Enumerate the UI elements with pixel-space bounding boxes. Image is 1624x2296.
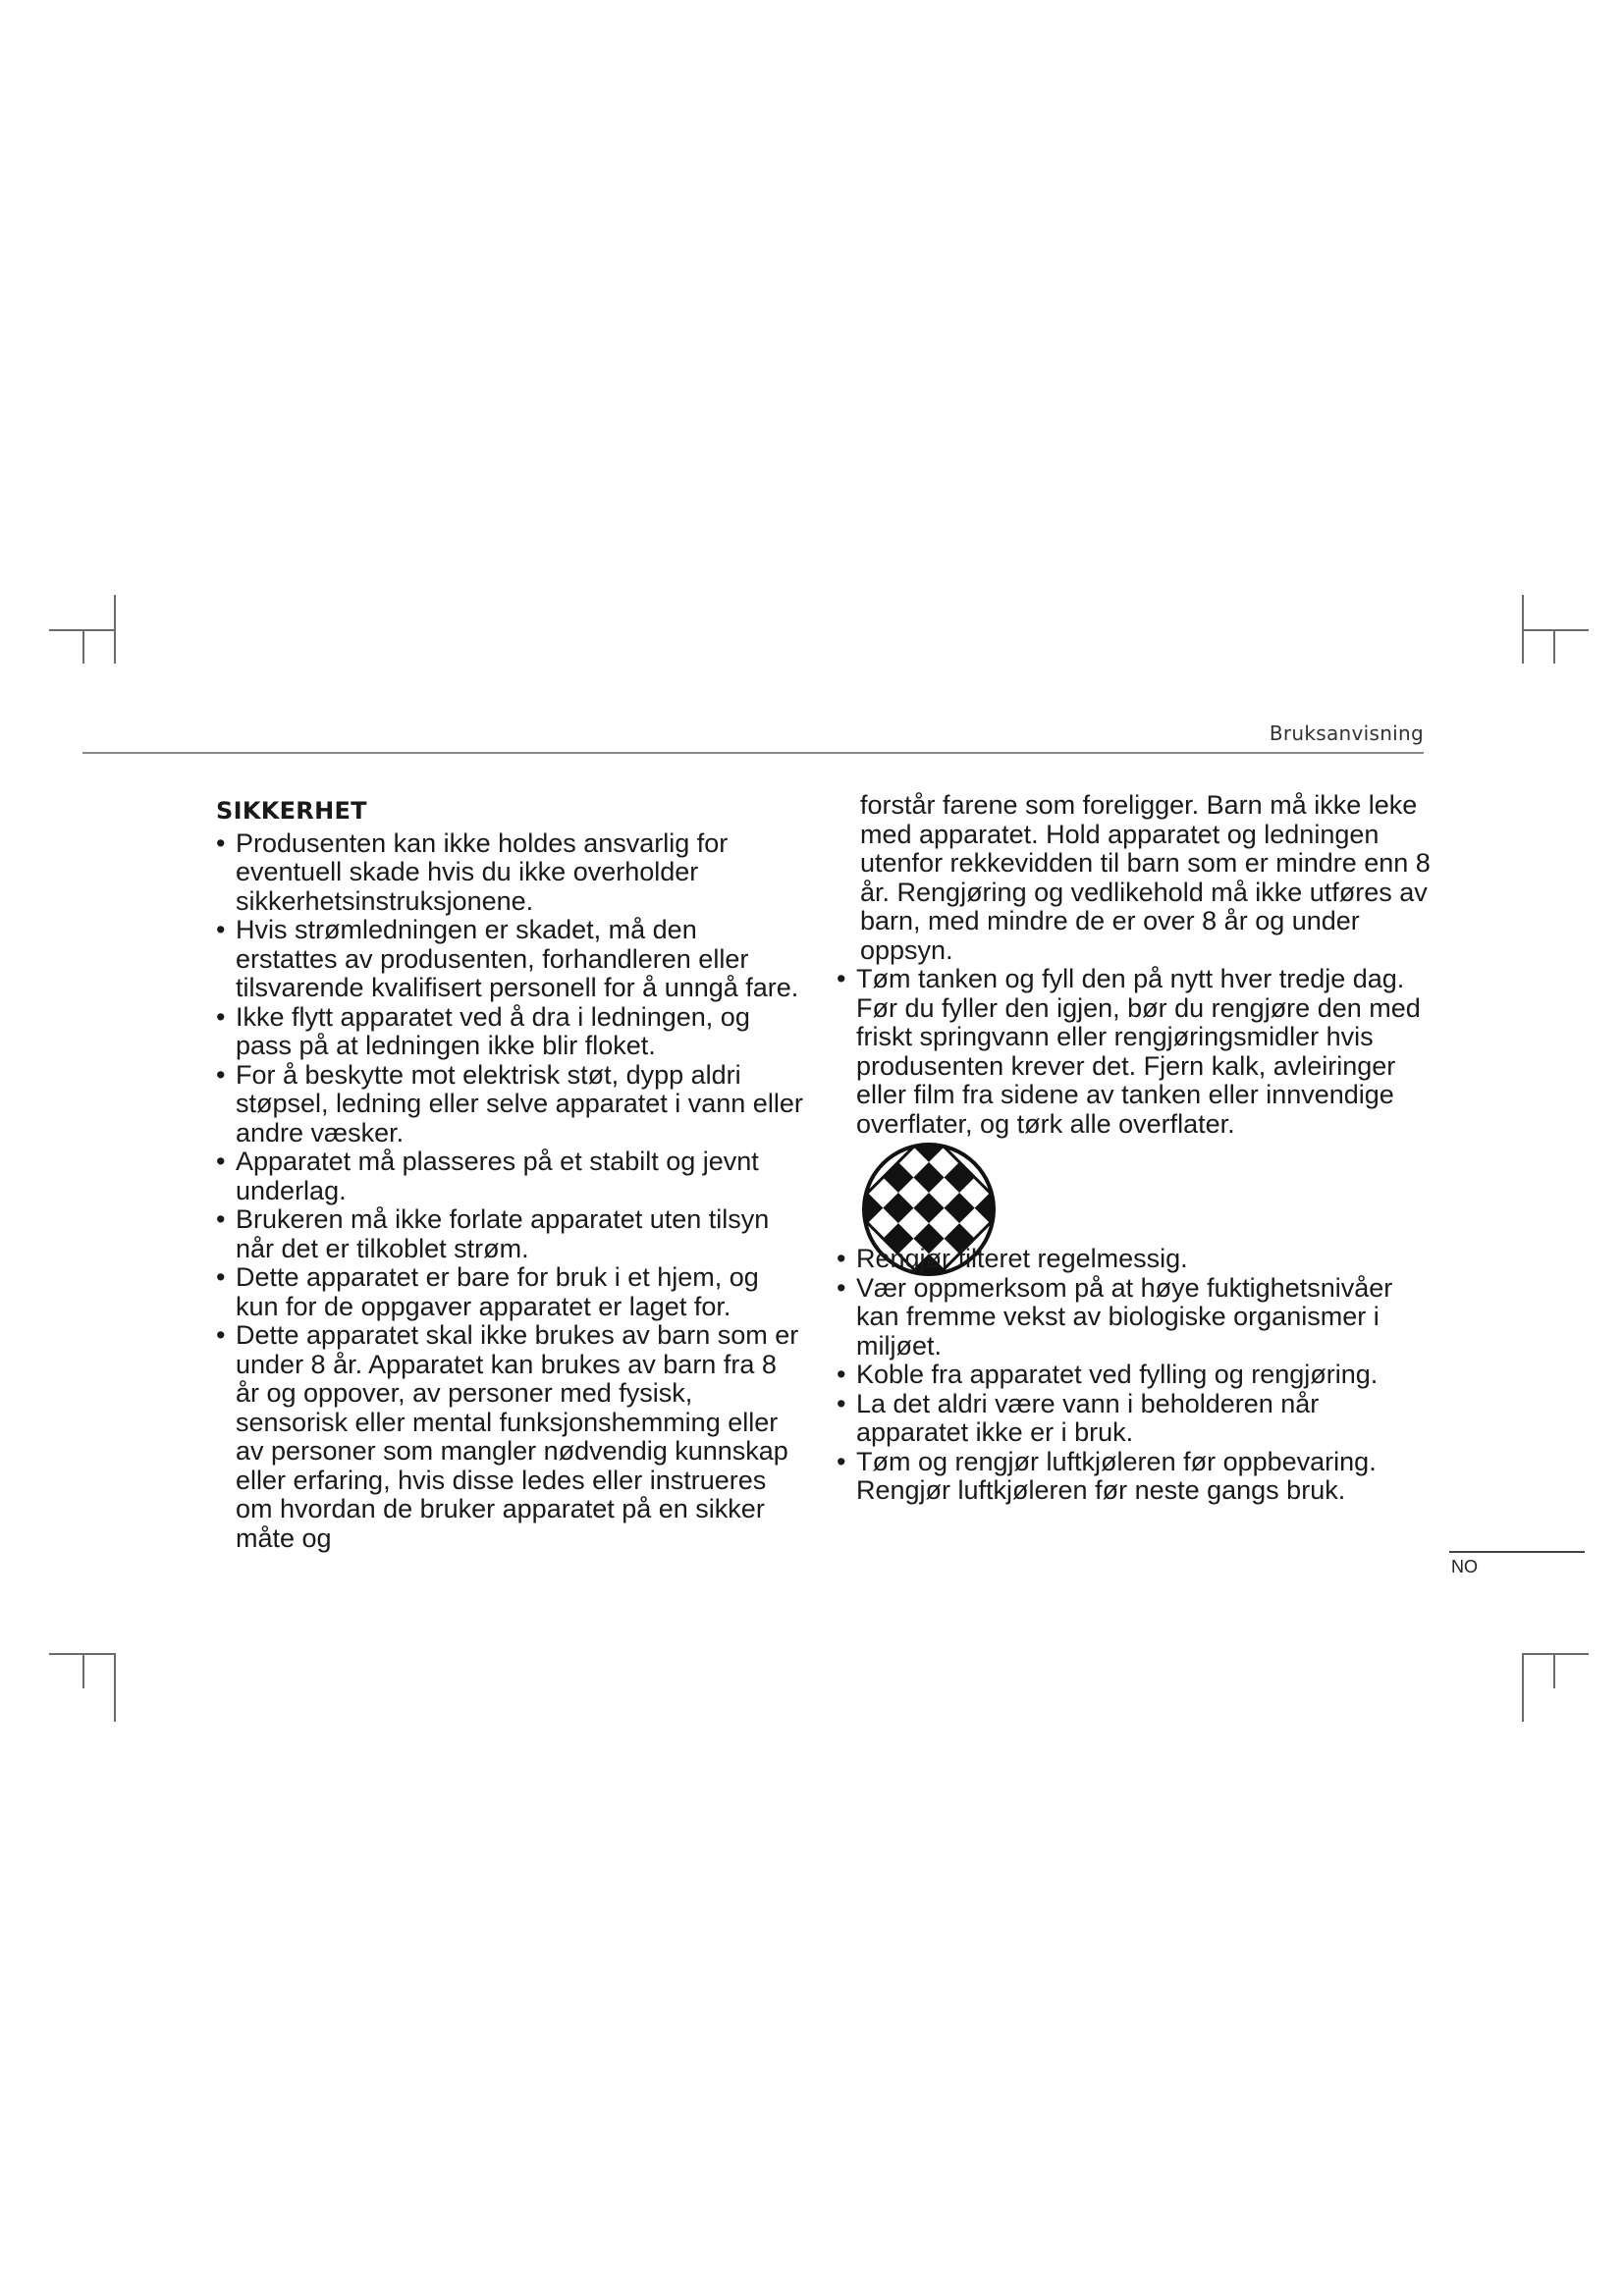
tank-list [837,965,1431,1139]
crop-mark [82,629,84,664]
crop-mark [1522,1653,1524,1722]
header-title: Bruksanvisning [1269,721,1424,745]
crop-mark [1553,1653,1555,1688]
list-item: • Rengjør filteret regelmessig. [837,1245,1431,1274]
list-item: • Vær oppmerksom på at høye fuktighetsnivåer kan fremme vekst av biologiske organismer i miljøet. [837,1274,1431,1362]
icon-area [837,1139,1431,1245]
list-item: • Tøm og rengjør luftkjøleren før oppbevaring. Rengjør luftkjøleren før neste gangs bruk. [837,1448,1431,1506]
list-item: • Apparatet må plasseres på et stabilt og jevnt underlag. [216,1148,805,1205]
safety-list [216,829,805,1554]
crop-mark [82,1653,84,1688]
header-rule [82,752,1424,754]
footer-rule [1449,1551,1585,1553]
section-title: SIKKERHET [216,797,367,825]
list-item: • Dette apparatet er bare for bruk i et hjem, og kun for de oppgaver apparatet er laget for. [216,1263,805,1321]
left-column [216,793,805,1553]
list-item: • La det aldri være vann i beholderen når apparatet ikke er i bruk. [837,1390,1431,1448]
language-code: NO [1451,1557,1478,1576]
crop-mark [1522,1653,1589,1655]
list-item: • Produsenten kan ikke holdes ansvarlig for eventuell skade hvis du ikke overholder sikkerhetsinstruksjonene. [216,829,805,917]
list-item: • Brukeren må ikke forlate apparatet uten tilsyn når det er tilkoblet strøm. [216,1205,805,1263]
right-column [837,791,1431,1506]
list-item: • Dette apparatet skal ikke brukes av barn som er under 8 år. Apparatet kan brukes av barn fra 8 år og oppover, av personer med fysisk, sensorisk eller mental funksjonshemming eller av personer som mangler nødvendig kunnskap eller erfaring, hvis disse ledes eller instrueres om hvordan de bruker apparatet på en sikker måte og [216,1321,805,1553]
maintenance-list [837,1245,1431,1506]
crop-mark [1522,629,1589,631]
crop-mark [114,1653,116,1722]
list-item: • Tøm tanken og fyll den på nytt hver tredje dag. Før du fyller den igjen, bør du rengjøre den med friskt springvann eller rengjøringsmidler hvis produsenten krever det. Fjern kalk, avleiringer eller film fra sidene av tanken eller innvendige overflater, og tørk alle overflater. [837,965,1431,1139]
list-item: • Ikke flytt apparatet ved å dra i ledningen, og pass på at ledningen ikke blir floket. [216,1003,805,1061]
list-item: • Hvis strømledningen er skadet, må den erstattes av produsenten, forhandleren eller tilsvarende kvalifisert personell for å unngå fare. [216,916,805,1003]
list-item: • For å beskytte mot elektrisk støt, dypp aldri støpsel, ledning eller selve apparatet i vann eller andre væsker. [216,1061,805,1148]
crop-mark [1553,629,1555,664]
continued-paragraph: forstår farene som foreligger. Barn må ikke leke med apparatet. Hold apparatet og ledningen utenfor rekkevidden til barn som er mindre enn 8 år. Rengjøring og vedlikehold må ikke utføres av barn, med mindre de er over 8 år og under oppsyn. [860,790,1431,965]
list-item: • Koble fra apparatet ved fylling og rengjøring. [837,1361,1431,1390]
